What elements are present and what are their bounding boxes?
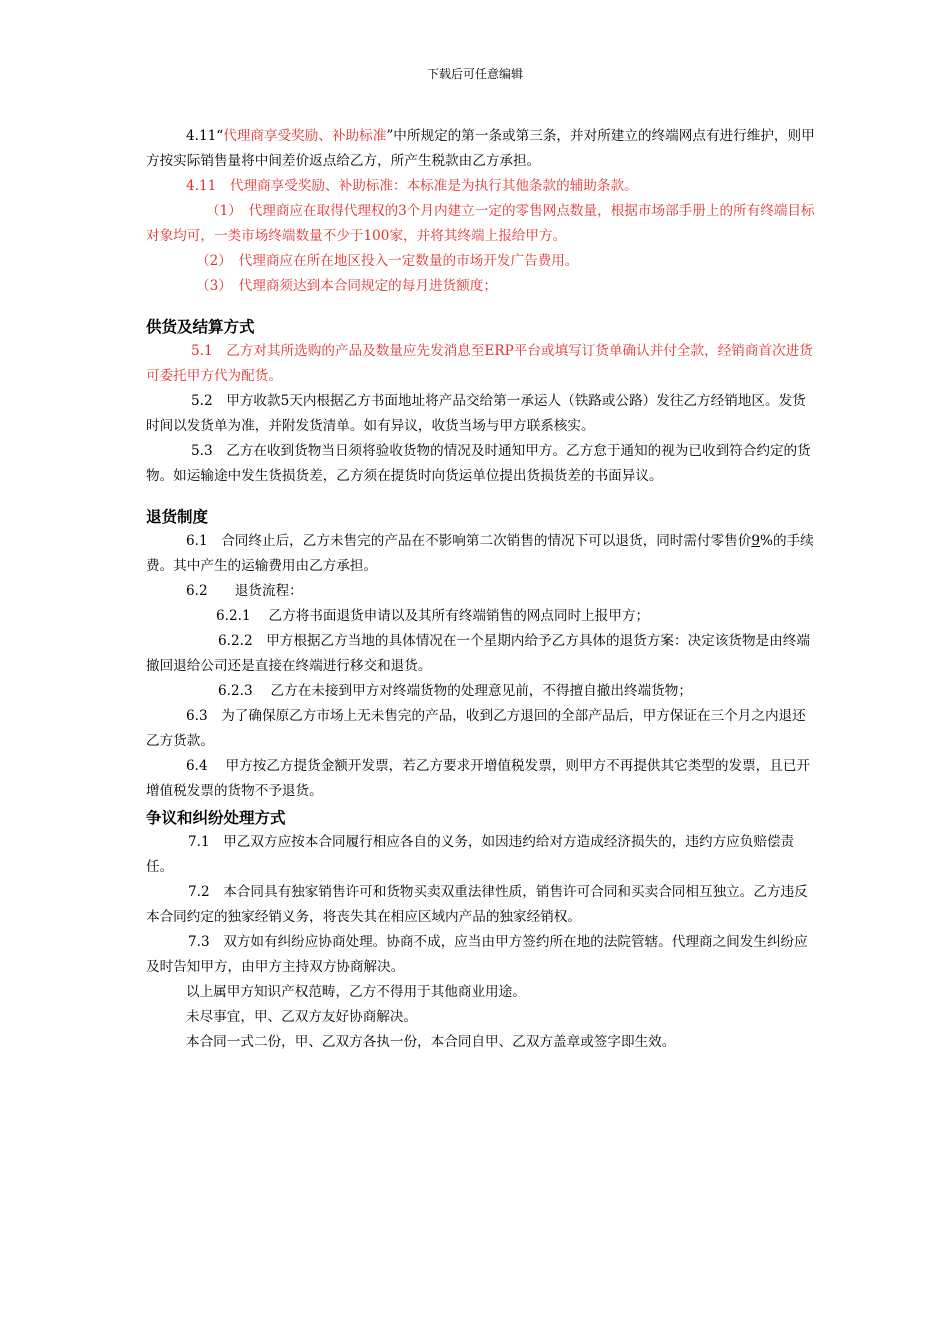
clause-6-2-2: 6.2.2 甲方根据乙方当地的具体情况在一个星期内给予乙方具体的退货方案：决定该货物是由终端撤回退给公司还是直接在终端进行移交和退货。 <box>146 633 810 674</box>
section-title-dispute: 争议和纠纷处理方式 <box>146 809 286 827</box>
clause-4-11-prefix: 4.11“ <box>186 128 224 144</box>
clause-7-2: 7.2 本合同具有独家销售许可和货物买卖双重法律性质，销售许可合同和买卖合同相互独立。乙方违反本合同约定的独家经销义务，将丧失其在相应区域内产品的独家经销权。 <box>146 884 808 925</box>
clause-4-11-standard: 4.11 代理商享受奖励、补助标准：本标准是为执行其他条款的辅助条款。 <box>186 178 638 194</box>
clause-4-11-maintenance <box>146 124 816 174</box>
clause-6-1 <box>146 529 816 579</box>
clause-6-1-text: 6.1 合同终止后，乙方未售完的产品在不影响第二次销售的情况下可以退货，同时需付零售价 <box>186 533 752 549</box>
clause-5-1: 5.1 乙方对其所选购的产品及数量应先发消息至ERP平台或填写订货单确认并付全款，经销商首次进货可委托甲方代为配货。 <box>146 343 813 384</box>
clause-4-11-item-3: （3） 代理商须达到本合同规定的每月进货额度； <box>196 278 497 294</box>
clause-6-1-text-end: %的手续费。其中产生的运输费用由乙方承担。 <box>146 533 814 574</box>
clause-5-2: 5.2 甲方收款5天内根据乙方书面地址将产品交给第一承运人（铁路或公路）发往乙方经销地区。发货时间以发货单为准，并附发货清单。如有异议，收货当场与甲方联系核实。 <box>146 393 806 434</box>
clause-7-1: 7.1 甲乙双方应按本合同履行相应各自的义务，如因违约给对方造成经济损失的，违约方应负赔偿责任。 <box>146 834 795 875</box>
clause-5-3: 5.3 乙方在收到货物当日须将验收货物的情况及时通知甲方。乙方怠于通知的视为已收到符合约定的货物。如运输途中发生货损货差，乙方须在提货时向货运单位提出货损货差的书面异议。 <box>146 443 811 484</box>
document-body <box>146 124 816 1055</box>
clause-6-1-fee-rate: 9 <box>751 533 761 549</box>
clause-4-11-item-1: （1） 代理商应在取得代理权的3个月内建立一定的零售网点数量，根据市场部手册上的所有终端目标对象均可，一类市场终端数量不少于100家，并将其终端上报给甲方。 <box>146 203 815 244</box>
clause-4-11-rest: ”中所规定的第一条或第三条，并对所建立的终端网点有进行维护，则甲方按实际销售量将中间差价返点给乙方，所产生税款由乙方承担。 <box>146 128 815 169</box>
page-header: 下载后可任意编辑 <box>426 67 523 81</box>
clause-6-2: 6.2 退货流程： <box>186 583 303 599</box>
clause-copies: 本合同一式二份，甲、乙双方各执一份，本合同自甲、乙双方盖章或签字即生效。 <box>186 1034 676 1050</box>
section-title-supply: 供货及结算方式 <box>146 318 255 336</box>
section-title-return: 退货制度 <box>146 508 209 526</box>
clause-misc: 未尽事宜，甲、乙双方友好协商解决。 <box>186 1009 418 1025</box>
clause-6-4: 6.4 甲方按乙方提货金额开发票，若乙方要求开增值税发票，则甲方不再提供其它类型的发票，且已开增值税发票的货物不予退货。 <box>146 758 811 799</box>
clause-6-2-3: 6.2.3 乙方在未接到甲方对终端货物的处理意见前，不得擅自撤出终端货物； <box>218 683 692 699</box>
clause-4-11-item-2: （2） 代理商应在所在地区投入一定数量的市场开发广告费用。 <box>196 253 579 269</box>
clause-4-11-red-term: 代理商享受奖励、补助标准 <box>223 128 387 144</box>
clause-6-2-1: 6.2.1 乙方将书面退货申请以及其所有终端销售的网点同时上报甲方； <box>216 608 650 624</box>
clause-6-3: 6.3 为了确保原乙方市场上无未售完的产品，收到乙方退回的全部产品后，甲方保证在三个月之内退还乙方货款。 <box>146 708 806 749</box>
clause-ip: 以上属甲方知识产权范畴，乙方不得用于其他商业用途。 <box>186 984 526 1000</box>
clause-7-3: 7.3 双方如有纠纷应协商处理。协商不成，应当由甲方签约所在地的法院管辖。代理商之间发生纠纷应及时告知甲方，由甲方主持双方协商解决。 <box>146 934 808 975</box>
